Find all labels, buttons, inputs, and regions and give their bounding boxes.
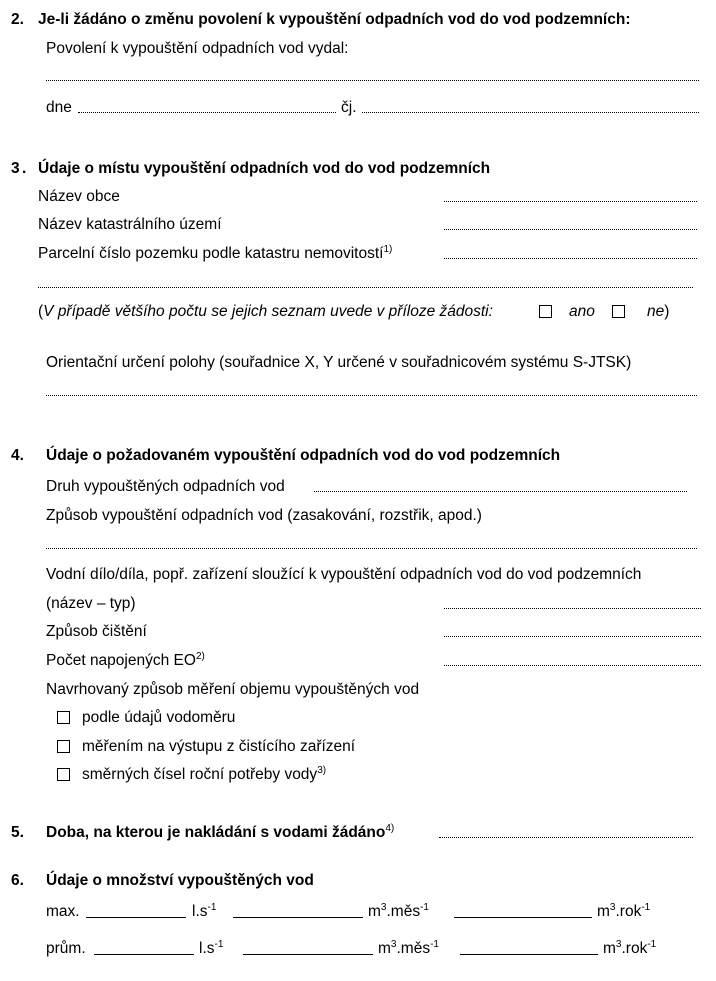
section-3-dot: . bbox=[22, 160, 27, 177]
section-2-number: 2. bbox=[11, 11, 24, 28]
date-label: dne bbox=[46, 99, 72, 116]
max-ls-field[interactable] bbox=[86, 917, 186, 918]
eo-label: Počet napojených EO$^{2)}$ bbox=[46, 651, 205, 669]
option-guideline-numbers-label: směrných čísel roční potřeby vody$^{3)}$ bbox=[82, 765, 327, 783]
location-field[interactable] bbox=[46, 395, 697, 396]
method-label: Způsob vypouštění odpadních vod (zasakování, rozstřik, apod.) bbox=[46, 507, 482, 524]
footnote-3: 3) bbox=[317, 765, 327, 776]
ref-field[interactable] bbox=[362, 112, 699, 113]
section-4-number: 4. bbox=[11, 447, 24, 464]
issued-by-field[interactable] bbox=[46, 80, 699, 81]
date-field[interactable] bbox=[78, 112, 336, 113]
avg-month-unit: $m^3.měs^{-1}$ bbox=[378, 939, 439, 957]
section-5-title: Doba, na kterou je nakládání s vodami žádáno$^{4)}$ bbox=[46, 823, 395, 841]
ref-label: čj. bbox=[341, 99, 357, 116]
max-month-unit: $m^3.měs^{-1}$ bbox=[368, 902, 429, 920]
max-month-field[interactable] bbox=[233, 917, 363, 918]
works-field[interactable] bbox=[444, 608, 701, 609]
cadastral-label: Název katastrálního území bbox=[38, 216, 222, 233]
yes-label: ano bbox=[569, 303, 595, 320]
avg-ls-field[interactable] bbox=[94, 954, 194, 955]
section-4-title: Údaje o požadovaném vypouštění odpadních vod do vod podzemních bbox=[46, 447, 561, 464]
option-water-meter-label: podle údajů vodoměru bbox=[82, 709, 236, 726]
section-6-number: 6. bbox=[11, 872, 24, 889]
option-guideline-numbers-checkbox[interactable] bbox=[57, 768, 70, 781]
option-outlet-measurement-checkbox[interactable] bbox=[57, 740, 70, 753]
no-checkbox[interactable] bbox=[612, 305, 625, 318]
type-label: Druh vypouštěných odpadních vod bbox=[46, 478, 285, 495]
option-water-meter-checkbox[interactable] bbox=[57, 711, 70, 724]
no-label: ne) bbox=[647, 303, 670, 320]
list-note: (V případě většího počtu se jejich seznam uvede v příloze žádosti: bbox=[38, 303, 493, 320]
max-year-unit: $m^3.rok^{-1}$ bbox=[597, 902, 651, 920]
duration-field[interactable] bbox=[439, 837, 693, 838]
section-6-title: Údaje o množství vypouštěných vod bbox=[46, 872, 314, 889]
max-label: max. bbox=[46, 903, 80, 920]
works-label-line1: Vodní dílo/díla, popř. zařízení sloužící k vypouštění odpadních vod do vod podzemních bbox=[46, 566, 642, 583]
max-year-field[interactable] bbox=[454, 917, 592, 918]
measure-label: Navrhovaný způsob měření objemu vypouštěných vod bbox=[46, 681, 420, 698]
cadastral-field[interactable] bbox=[444, 229, 697, 230]
footnote-1: 1) bbox=[383, 244, 393, 255]
issued-by-label: Povolení k vypouštění odpadních vod vydal: bbox=[46, 40, 349, 57]
parcel-extra-field[interactable] bbox=[38, 287, 693, 288]
treatment-label: Způsob čištění bbox=[46, 623, 147, 640]
eo-field[interactable] bbox=[444, 665, 701, 666]
avg-year-unit: $m^3.rok^{-1}$ bbox=[603, 939, 657, 957]
footnote-4: 4) bbox=[385, 823, 395, 834]
avg-label: prům. bbox=[46, 940, 86, 957]
avg-month-field[interactable] bbox=[243, 954, 373, 955]
yes-checkbox[interactable] bbox=[539, 305, 552, 318]
section-2-title: Je-li žádáno o změnu povolení k vypouštění odpadních vod do vod podzemních: bbox=[38, 11, 631, 28]
avg-year-field[interactable] bbox=[460, 954, 598, 955]
works-label-line2: (název – typ) bbox=[46, 595, 136, 612]
parcel-field[interactable] bbox=[444, 258, 697, 259]
section-5-number: 5. bbox=[11, 824, 24, 841]
section-3-number: 3 bbox=[11, 160, 20, 177]
footnote-2: 2) bbox=[195, 651, 205, 662]
avg-ls-unit: $l.s^{-1}$ bbox=[199, 939, 224, 957]
municipality-label: Název obce bbox=[38, 188, 120, 205]
municipality-field[interactable] bbox=[444, 201, 697, 202]
location-label: Orientační určení polohy (souřadnice X, Y určené v souřadnicovém systému S-JTSK) bbox=[46, 354, 632, 371]
treatment-field[interactable] bbox=[444, 636, 701, 637]
method-field[interactable] bbox=[46, 548, 697, 549]
parcel-label: Parcelní číslo pozemku podle katastru nemovitostí$^{1)}$ bbox=[38, 244, 393, 262]
max-ls-unit: $l.s^{-1}$ bbox=[192, 902, 217, 920]
option-outlet-measurement-label: měřením na výstupu z čistícího zařízení bbox=[82, 738, 356, 755]
type-field[interactable] bbox=[314, 491, 687, 492]
section-3-title: Údaje o místu vypouštění odpadních vod do vod podzemních bbox=[38, 160, 491, 177]
